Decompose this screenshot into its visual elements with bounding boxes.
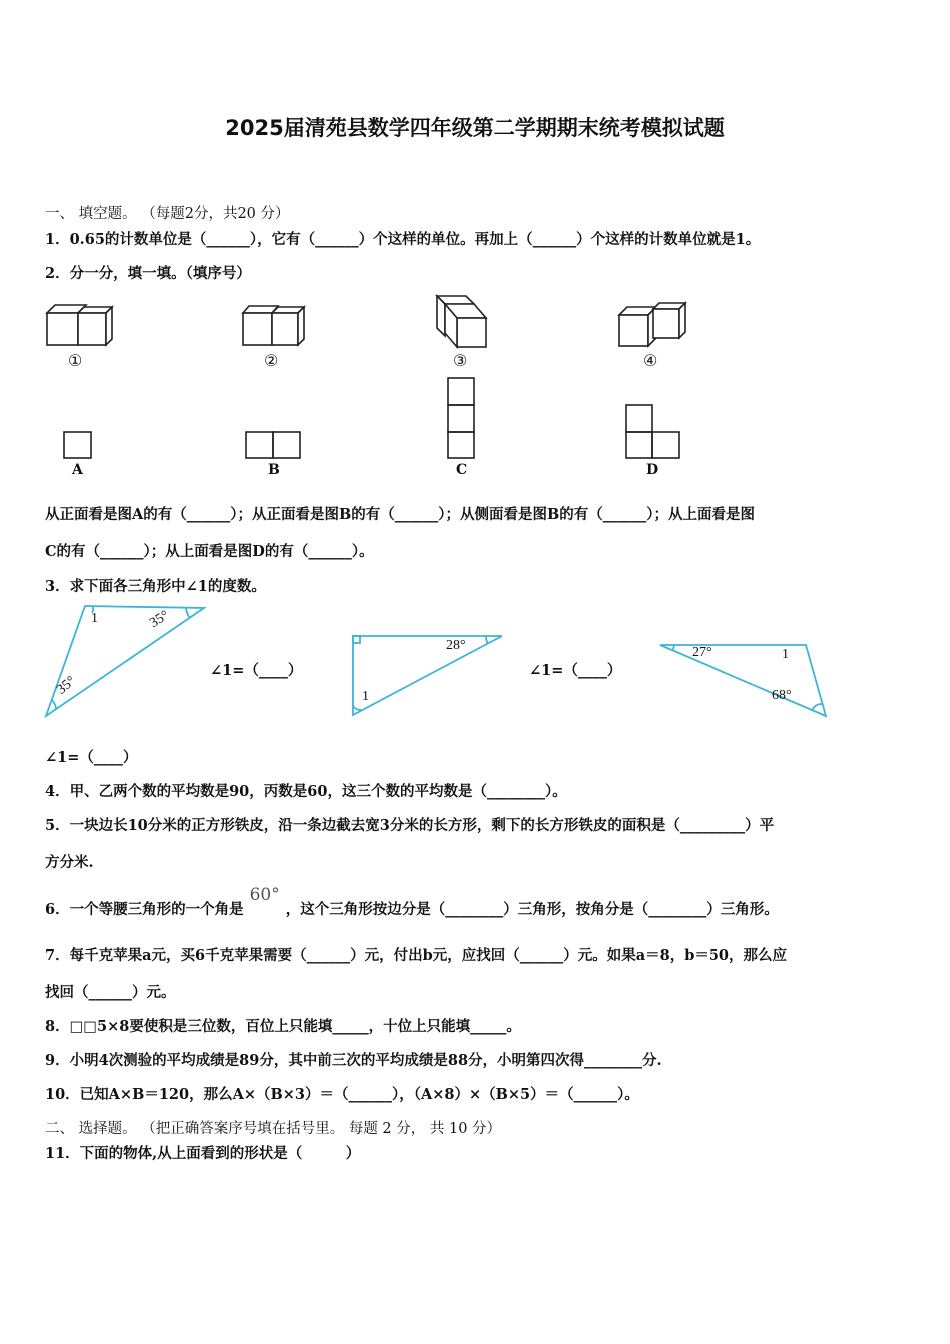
tri3-answer: ∠1=（____） — [45, 749, 138, 766]
tri2-answer: ∠1=（____） — [529, 662, 622, 679]
view-c-label: C — [456, 462, 468, 478]
question-10: 10．已知A×B＝120，那么A×（B×3）＝（______），（A×8）×（B×5）＝（______）。 — [45, 1086, 639, 1103]
question-11: 11．下面的物体,从上面看到的形状是（ ） — [45, 1145, 361, 1162]
section-1-heading: 一、 填空题。 （每题2分，共20 分） — [45, 206, 290, 222]
question-8: 8．□□5×8要使积是三位数，百位上只能填_____，十位上只能填_____。 — [45, 1018, 521, 1035]
view-a-label: A — [72, 462, 83, 478]
triangle-1 — [46, 606, 204, 716]
tri1-angle-2: 35° — [147, 608, 172, 632]
question-1: 1．0.65的计数单位是（______），它有（______）个这样的单位。再加上（______）个这样的计数单位就是1。 — [45, 231, 761, 248]
tri3-angle-1: 1 — [782, 647, 789, 662]
question-6 — [45, 885, 779, 919]
question-2: 2．分一分，填一填。（填序号） — [45, 265, 251, 282]
tri1-answer: ∠1=（____） — [210, 662, 303, 679]
section-2-heading: 二、 选择题。 （把正确答案序号填在括号里。 每题 2 分， 共 10 分） — [45, 1121, 502, 1137]
page-title: 2025届清苑县数学四年级第二学期期末统考模拟试题 — [225, 116, 725, 140]
view-b-label: B — [268, 462, 280, 478]
question-5-line-2: 方分米. — [45, 854, 94, 871]
question-9: 9．小明4次测验的平均成绩是89分，其中前三次的平均成绩是88分，小明第四次得________分. — [45, 1052, 662, 1069]
tri1-angle-1: 1 — [91, 611, 98, 626]
question-7-line-2: 找回（______）元。 — [45, 984, 176, 1001]
tri3-angle-68: 68° — [772, 688, 792, 703]
solid-1-label: ① — [68, 351, 83, 370]
question-4: 4．甲、乙两个数的平均数是90，丙数是60，这三个数的平均数是（________）。 — [45, 783, 567, 800]
question-6-angle: 60° — [249, 885, 280, 905]
tri3-angle-27: 27° — [692, 645, 712, 660]
tri2-angle-1: 1 — [362, 689, 369, 704]
solid-3-label: ③ — [453, 351, 468, 370]
triangle-2 — [353, 636, 502, 715]
question-2-text-2: C的有（______）；从上面看是图D的有（______）。 — [45, 543, 374, 560]
question-6-post: ，这个三角形按边分是（________）三角形，按角分是（________）三角形。 — [285, 901, 779, 918]
question-6-pre: 6．一个等腰三角形的一个角是 — [45, 901, 244, 918]
question-7-line-1: 7．每千克苹果a元，买6千克苹果需要（______）元，付出b元，应找回（______）元。如果a＝8，b＝50，那么应 — [45, 947, 788, 964]
view-d-label: D — [646, 462, 659, 478]
question-2-text-1: 从正面看是图A的有（______）；从正面看是图B的有（______）；从侧面看是图B的有（______）；从上面看是图 — [45, 506, 756, 523]
question-3: 3．求下面各三角形中∠1的度数。 — [45, 578, 266, 595]
tri2-angle-2: 28° — [446, 638, 466, 653]
solid-2-label: ② — [264, 351, 279, 370]
question-5-line-1: 5．一块边长10分米的正方形铁皮，沿一条边截去宽3分米的长方形，剩下的长方形铁皮的面积是（_________）平 — [45, 817, 775, 834]
solid-4-label: ④ — [643, 351, 658, 370]
triangle-3 — [660, 645, 826, 716]
tri1-angle-3: 35° — [54, 673, 79, 698]
